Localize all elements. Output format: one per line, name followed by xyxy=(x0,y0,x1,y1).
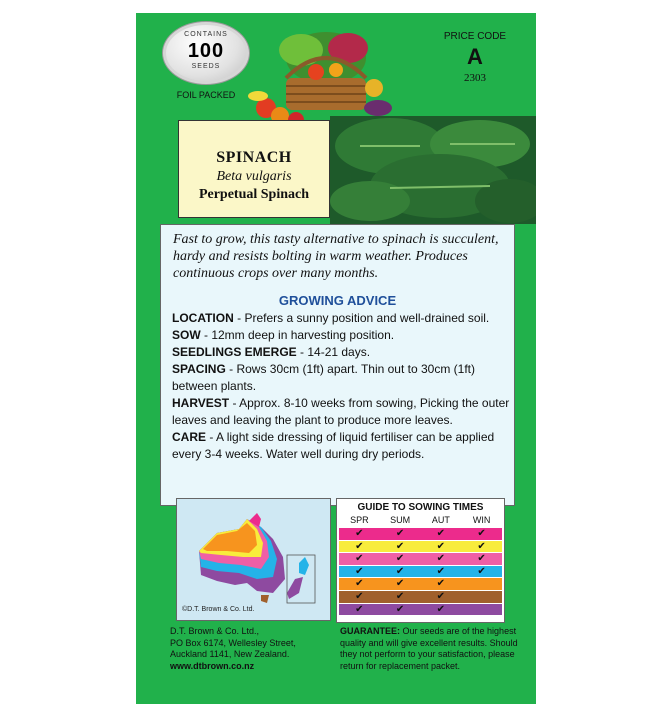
guarantee-text xyxy=(340,626,520,672)
sowing-guide-title: GUIDE TO SOWING TIMES xyxy=(357,502,484,513)
check-icon: ✔ xyxy=(395,553,405,565)
spinach-leaves-image xyxy=(330,116,536,224)
product-name-box xyxy=(178,120,330,218)
check-icon: ✔ xyxy=(395,565,405,577)
sowing-zone-row xyxy=(339,540,502,553)
seal-number: 100 xyxy=(187,40,225,62)
address-line: Auckland 1141, New Zealand. xyxy=(170,649,290,659)
sowing-times-guide xyxy=(336,498,505,623)
check-icon: ✔ xyxy=(355,553,364,565)
advice-sow: SOW - 12mm deep in harvesting position. xyxy=(172,328,395,342)
advice-care: CARE - A light side dressing of liquid fertiliser can be applied every 3-4 weeks. Water well during dry periods. xyxy=(172,430,495,461)
check-icon: ✔ xyxy=(395,528,405,539)
check-icon: ✔ xyxy=(477,553,486,565)
advice-spacing: SPACING - Rows 30cm (1ft) apart. Thin out to 30cm (1ft) between plants. xyxy=(172,362,475,393)
address-line: D.T. Brown & Co. Ltd., xyxy=(170,626,260,636)
seed-count-seal-icon xyxy=(162,21,250,85)
sowing-zone-row xyxy=(339,577,502,590)
vegetable-basket-image xyxy=(246,28,396,128)
check-icon: ✔ xyxy=(436,603,446,615)
zone-map-image xyxy=(176,498,331,621)
sowing-zone-row xyxy=(339,527,502,540)
check-icon xyxy=(461,591,502,603)
guarantee-body: Our seeds are of the highest quality and will give excellent results. Should they not perform to your satisfaction, please return for replacement packet. xyxy=(340,626,518,671)
product-name: SPINACH xyxy=(216,149,292,166)
check-icon: ✔ xyxy=(355,603,364,615)
seal-top-text: CONTAINS xyxy=(184,31,228,38)
season-spring: SPR xyxy=(350,515,369,525)
check-icon: ✔ xyxy=(355,528,364,539)
variety-name: Perpetual Spinach xyxy=(198,187,310,202)
check-icon xyxy=(461,578,502,590)
address-line: PO Box 6174, Wellesley Street, xyxy=(170,637,296,648)
check-icon: ✔ xyxy=(436,578,446,590)
check-icon: ✔ xyxy=(477,565,486,577)
check-icon: ✔ xyxy=(395,590,405,602)
advice-harvest: HARVEST - Approx. 8-10 weeks from sowing, Picking the outer leaves and leaving the plant to produce more leaves. xyxy=(172,396,510,427)
advice-location: LOCATION - Prefers a sunny position and well-drained soil. xyxy=(172,311,490,325)
check-icon: ✔ xyxy=(395,578,405,590)
sowing-zone-row xyxy=(339,552,502,565)
website: www.dtbrown.co.nz xyxy=(170,660,255,671)
check-icon: ✔ xyxy=(436,565,446,577)
product-number: 2303 xyxy=(464,72,486,84)
check-icon: ✔ xyxy=(355,590,364,602)
sowing-zone-row xyxy=(339,590,502,603)
check-icon: ✔ xyxy=(355,540,364,552)
season-headers xyxy=(339,515,502,525)
guarantee-label: GUARANTEE: xyxy=(340,626,400,636)
season-summer: SUM xyxy=(390,515,411,525)
map-copyright: ©D.T. Brown & Co. Ltd. xyxy=(182,606,255,613)
growing-info-panel xyxy=(160,224,515,506)
seal-bottom-text: SEEDS xyxy=(191,63,221,70)
sowing-zone-row xyxy=(339,603,502,616)
company-address xyxy=(170,626,330,672)
sowing-zone-rows xyxy=(339,527,502,615)
sowing-zone-row xyxy=(339,565,502,578)
latin-name: Beta vulgaris xyxy=(216,169,292,184)
foil-packed-label: FOIL PACKED xyxy=(176,90,236,100)
check-icon: ✔ xyxy=(477,540,486,552)
growing-advice-heading: GROWING ADVICE xyxy=(278,293,397,308)
check-icon xyxy=(461,604,502,616)
check-icon: ✔ xyxy=(436,590,446,602)
check-icon: ✔ xyxy=(477,528,486,539)
check-icon: ✔ xyxy=(436,540,446,552)
check-icon: ✔ xyxy=(436,528,446,539)
product-description: Fast to grow, this tasty alternative to spinach is succulent, hardy and resists bolting in warm weather. Produces continuous crops over many months. xyxy=(173,232,499,281)
price-code: A xyxy=(467,44,483,69)
check-icon: ✔ xyxy=(436,553,446,565)
season-winter: WIN xyxy=(472,515,491,525)
check-icon: ✔ xyxy=(355,565,364,577)
check-icon: ✔ xyxy=(395,603,405,615)
growing-advice-list xyxy=(172,310,512,463)
season-autumn: AUT xyxy=(431,515,450,525)
advice-seedlings-emerge: SEEDLINGS EMERGE - 14-21 days. xyxy=(172,345,371,359)
check-icon: ✔ xyxy=(355,578,364,590)
price-code-label: PRICE CODE xyxy=(443,31,507,42)
check-icon: ✔ xyxy=(395,540,405,552)
